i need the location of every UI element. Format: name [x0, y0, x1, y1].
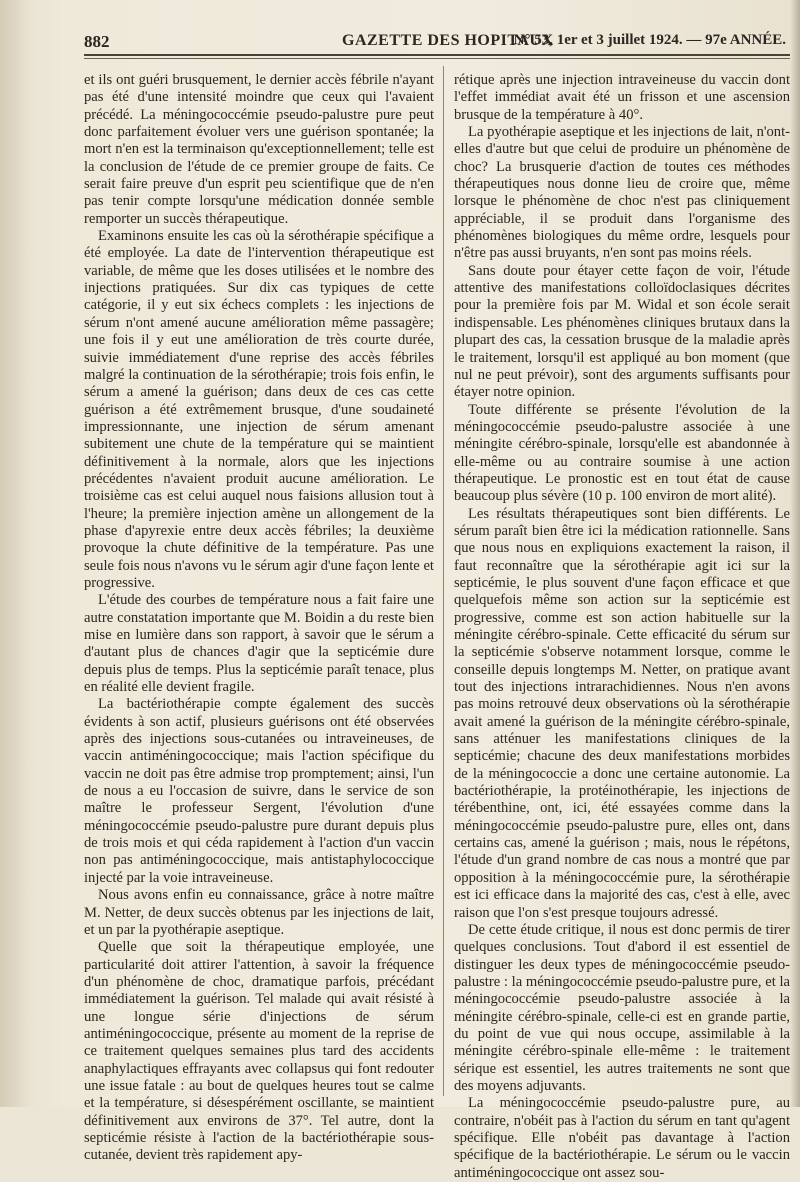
journal-title: GAZETTE DES HOPITAUX — [342, 32, 554, 49]
issue-info: N° 53, 1er et 3 juillet 1924. — 97e ANNÉE. — [513, 32, 786, 48]
page-header — [84, 24, 786, 54]
header-rule — [84, 54, 790, 56]
paragraph: La bactériothérapie compte également des succès évidents à son actif, plusieurs guérisons ont été observées après des injections sous-cutanées ou intraveineuses, de vaccin antiméningococcique; mais l'action spécifique du vaccin ne doit pas être admise trop promptement; ainsi, l'un de nous a eu l'occasion de suivre, dans le service de son maître le professeur Sergent, l'évolution d'une méningococcémie pseudo-palustre pure durant depuis plus de trois mois et qui céda rapidement à l'action d'un vaccin non pas antiméningococcique, mais antistaphylococcique injecté par la voie intraveineuse. — [84, 696, 434, 886]
paragraph: De cette étude critique, il nous est donc permis de tirer quelques conclusions. Tout d'abord il est essentiel de distinguer les deux types de méningococcémie pseudo-palustre : la méningococcémie pseudo-palustre pure, et la méningococcémie pseudo-palustre associée à la méningite cérébro-spinale, celle-ci est en grande partie, du point de vue qui nous occupe, assimilable à la méningite cérébro-spinale elle-même : le traitement sérique est essentiel, les autres traitements ne sont que des moyens adjuvants. — [454, 921, 790, 1094]
paragraph: La méningococcémie pseudo-palustre pure, au contraire, n'obéit pas à l'action du sérum en tant qu'agent spécifique. Elle n'obéit pas davantage à l'action spécifique de la bactériothérapie. Le sérum ou le vaccin antiméningococcique ont assez sou- — [454, 1095, 790, 1181]
right-column — [454, 72, 790, 1181]
page-shadow-left — [0, 0, 30, 1107]
page-shadow-right — [790, 0, 800, 1107]
paragraph: Quelle que soit la thérapeutique employée, une particularité doit attirer l'attention, à savoir la fréquence d'un phénomène de choc, dramatique parfois, précédant immédiatement la guérison. Tel malade qui avait résisté à une longue série d'injections de sérum antiméningococcique, présente au moment de la reprise de ce traitement quelques semaines plus tard des accidents anaphylactiques effrayants avec collapsus qui font redouter une issue fatale : au bout de quelques heures tout se calme et la température, si désespérément oscillante, se maintient définitivement aux environs de 37°. Tel autre, dont la septicémie résiste à l'action de la bactériothérapie sous-cutanée, devient très rapidement apy- — [84, 939, 434, 1164]
paragraph: et ils ont guéri brusquement, le dernier accès fébrile n'ayant pas été d'une intensité moindre que ceux qui l'avaient précédé. La méningococcémie pseudo-palustre pure peut donc parfaitement évoluer vers une guérison spontanée; la mort n'en est la terminaison qu'exceptionnellement; telle est la conclusion de l'étude de ce premier groupe de faits. Ce serait faire preuve d'un esprit peu scientifique que de n'en pas tenir compte lorsqu'une médication donnée semble remporter un succès thérapeutique. — [84, 72, 434, 227]
column-divider — [443, 66, 444, 1096]
paragraph: L'étude des courbes de température nous a fait faire une autre constatation importante que M. Boidin a du reste bien mise en lumière dans son rapport, à savoir que le sérum a d'autant plus de chances d'agir que la septicémie dure depuis plus de temps. Plus la septicémie paraît tenace, plus en réalité elle devient fragile. — [84, 592, 434, 696]
paragraph: Nous avons enfin eu connaissance, grâce à notre maître M. Netter, de deux succès obtenus par les injections de lait, et un par la pyothérapie aseptique. — [84, 887, 434, 938]
paragraph: Sans doute pour étayer cette façon de voir, l'étude attentive des manifestations colloïdoclasiques décrites pour la première fois par M. Widal et son école serait indispensable. Les phénomènes cliniques brutaux dans la plupart des cas, la cessation brusque de la maladie après le traitement, lorsqu'il est appliqué au bon moment (que nul ne peut prévoir), sont des arguments suffisants pour étayer notre opinion. — [454, 262, 790, 401]
paragraph: Les résultats thérapeutiques sont bien différents. Le sérum paraît bien être ici la médication rationnelle. Sans que nous nous en expliquions exactement la raison, il faut reconnaître que la sérothérapie agit ici sur la septicémie, le plus souvent d'une façon efficace et que quelquefois même son action sur la septicémie est progressive, comme est son action habituelle sur la méningite cérébro-spinale. Cette efficacité du sérum sur la septicémie s'observe notamment lorsque, comme le conseille depuis longtemps M. Netter, on pratique avant tout des injections intrarachidiennes. Nous n'en avons pas moins retrouvé deux observations où la sérothérapie avait amené la guérison de la méningite cérébro-spinale, sans atténuer les manifestations cliniques de la septicémie; chacune des deux manifestations morbides de la méningococcie a donc une certaine autonomie. La bactériothérapie, la protéinothérapie, les injections de térébenthine, ont, ici, été essayées comme dans la méningococcémie pseudo-palustre pure, elles ont, dans certains cas, amené la guérison ; mais, nous le répétons, l'étude d'un grand nombre de cas nous a montré que par opposition à la méningococcémie pure, la sérothérapie est ici efficace dans la majorité des cas, c'est à elle, avec raison que l'on s'est presque toujours adressé. — [454, 505, 790, 921]
header-rule-thin — [84, 58, 790, 59]
paragraph: La pyothérapie aseptique et les injections de lait, n'ont-elles d'autre but que celui de produire un phénomène de choc? La brusquerie d'action de toutes ces méthodes thérapeutiques nous donne lieu de croire que, même lorsque le phénomène de choc n'est pas cliniquement appréciable, il se produit dans l'organisme des phénomènes biologiques du même ordre, lesquels pour n'être pas aussi bruyants, n'en sont pas moins réels. — [454, 124, 790, 262]
paragraph: rétique après une injection intraveineuse du vaccin dont l'effet immédiat avait été un frisson et une ascension brusque de la température à 40°. — [454, 72, 790, 123]
paragraph: Examinons ensuite les cas où la sérothérapie spécifique a été employée. La date de l'intervention thérapeutique est variable, de même que les doses utilisées et le nombre des injections pratiquées. Sur dix cas typiques de cette catégorie, il y eut six échecs complets : les injections de sérum n'ont amené aucune amélioration même passagère; une fois il y eut une amélioration de très courte durée, suivie immédiatement d'une reprise des accès fébriles malgré la continuation de la sérothérapie; trois fois enfin, le sérum a amené la guérison; dans deux de ces cas cette guérison a été extrêmement brusque, d'une soudaineté impressionnante, une injection de sérum amenant subitement une chute de la température qui se maintient définitivement à la normale, alors que les injections précédentes n'avaient produit aucune amélioration. Le troisième cas est celui auquel nous faisions allusion tout à l'heure; la première injection amène un allongement de la phase d'apyrexie entre deux accès fébriles; la deuxième provoque la chute définitive de la température. Pas une seule fois nous n'avons vu le sérum agir d'une façon lente et progressive. — [84, 228, 434, 591]
paragraph: Toute différente se présente l'évolution de la méningococcémie pseudo-palustre associée à une méningite cérébro-spinale, lorsqu'elle est abandonnée à elle-même ou au contraire soumise à une action thérapeutique. Le pronostic est en tout état de cause beaucoup plus sévère (10 p. 100 environ de mort alité). — [454, 401, 790, 505]
left-column — [84, 72, 434, 1164]
page-number: 882 — [84, 32, 110, 51]
